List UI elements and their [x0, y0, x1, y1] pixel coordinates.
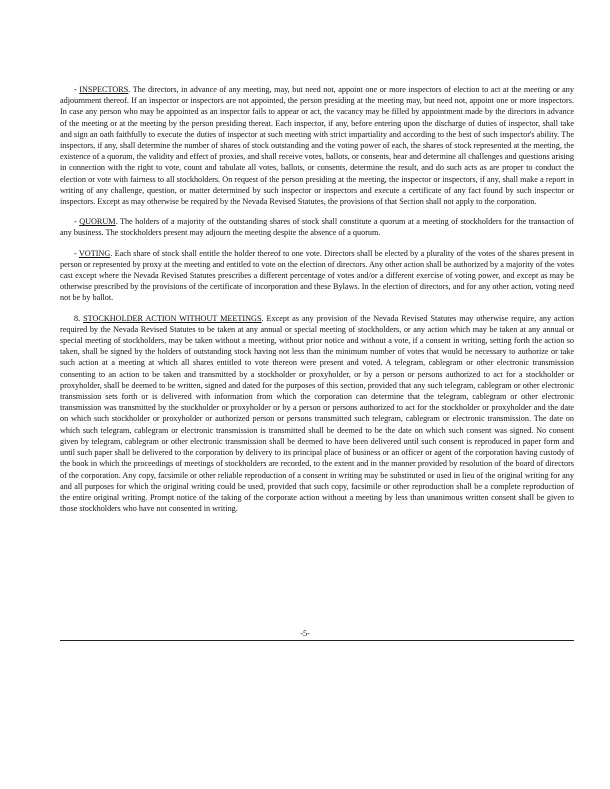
section-heading-voting: VOTING: [78, 248, 111, 258]
page-number: -5-: [300, 629, 310, 638]
section-heading-stockholder-action: STOCKHOLDER ACTION WITHOUT MEETINGS: [83, 313, 262, 323]
paragraph-text: . The holders of a majority of the outstanding shares of stock shall constitute a quorum at a meeting of stockholders for the transaction of any business. The stockholders present may adjourn the meeting despite the absence of a quorum.: [60, 217, 574, 238]
paragraph-inspectors: [60, 84, 574, 207]
paragraph-text: . Each share of stock shall entitle the holder thereof to one vote. Directors shall be elected by a plurality of the votes of the shares present in person or represented by proxy at the meeting and entitled to vote on the election of directors. Any other action shall be authorized by a majority of the votes cast except where the Nevada Revised Statutes prescribes a different percentage of votes and/or a different exercise of voting power, and except as may be otherwise prescribed by the provisions of the certificate of incorporation and these Bylaws. In the election of directors, and for any other action, voting need not be by ballot.: [60, 248, 574, 303]
paragraph-stockholder-action: [60, 313, 574, 515]
paragraph-prefix: -: [74, 248, 79, 258]
paragraph-quorum: [60, 216, 574, 238]
paragraph-prefix: -: [74, 217, 80, 227]
footer-divider: [60, 640, 574, 641]
paragraph-voting: [60, 248, 574, 304]
paragraph-text: . Except as any provision of the Nevada Revised Statutes may otherwise require, any action required by the Nevada Revised Statutes to be taken at any annual or special meeting of stockholders, or any action which may be taken at any annual or special meeting of stockholders, may be taken without a meeting, without prior notice and without a vote, if a consent in writing, setting forth the action so taken, shall be signed by the holders of outstanding stock having not less than the minimum number of votes that would be necessary to authorize or take such action at a meeting at which all shares entitled to vote thereon were present and voted. A telegram, cablegram or other electronic transmission consenting to an action to be taken and transmitted by a stockholder or proxyholder, or by a person or persons authorized to act for a stockholder or proxyholder, shall be deemed to be written, signed and dated for the purposes of this section, provided that any such telegram, cablegram or other electronic transmission sets forth or is delivered with information from which the corporation can determine that the telegram, cablegram or other electronic transmission was transmitted by the stockholder or proxyholder or by a person or persons authorized to act for the stockholder or proxyholder and the date on which such stockholder or proxyholder or authorized person or persons transmitted such telegram, cablegram or electronic transmission. The date on which such telegram, cablegram or electronic transmission is transmitted shall be deemed to be the date on which such consent was signed. No consent given by telegram, cablegram or other electronic transmission shall be deemed to have been delivered until such consent is reproduced in paper form and until such paper shall be delivered to the corporation by delivery to its principal place of business or an officer or agent of the corporation having custody of the book in which the proceedings of meetings of stockholders are recorded, to the extent and in the manner provided by resolution of the board of directors of the corporation. Any copy, facsimile or other reliable reproduction of a consent in writing may be substituted or used in lieu of the original writing for any and all purposes for which the original writing could be used, provided that such copy, facsimile or other reproduction shall be a complete reproduction of the entire original writing. Prompt notice of the taking of the corporate action without a meeting by less than unanimous written consent shall be given to those stockholders who have not consented in writing.: [60, 313, 574, 514]
section-heading-quorum: QUORUM: [79, 217, 116, 227]
paragraph-prefix: -: [74, 85, 80, 94]
document-body: [60, 84, 574, 523]
paragraph-text: . The directors, in advance of any meeting, may, but need not, appoint one or more inspectors of election to act at the meeting or any adjournment thereof. If an inspector or inspectors are not appointed, the person presiding at the meeting may, but need not, appoint one or more inspectors. In case any person who may be appointed as an inspector fails to appear or act, the vacancy may be filled by appointment made by the directors in advance of the meeting or at the meeting by the person presiding thereat. Each inspector, if any, before entering upon the discharge of duties of inspector, shall take and sign an oath faithfully to execute the duties of inspector at such meeting with strict impartiality and according to the best of such inspector's ability. The inspectors, if any, shall determine the number of shares of stock outstanding and the voting power of each, the shares of stock represented at the meeting, the existence of a quorum, the validity and effect of proxies, and shall receive votes, ballots, or consents, hear and determine all challenges and questions arising in connection with the right to vote, count and tabulate all votes, ballots, or consents, determine the result, and do such acts as are proper to conduct the election or vote with fairness to all stockholders. On request of the person presiding at the meeting, the inspector or inspectors, if any, shall make a report in writing of any challenge, question, or matter determined by such inspector or inspectors and execute a certificate of any fact found by such inspector or inspectors. Except as may otherwise be required by the Nevada Revised Statutes, the provisions of that Section shall not apply to the corporation.: [60, 85, 574, 207]
section-heading-inspectors: INSPECTORS: [79, 85, 129, 94]
paragraph-prefix: 8.: [74, 313, 84, 323]
